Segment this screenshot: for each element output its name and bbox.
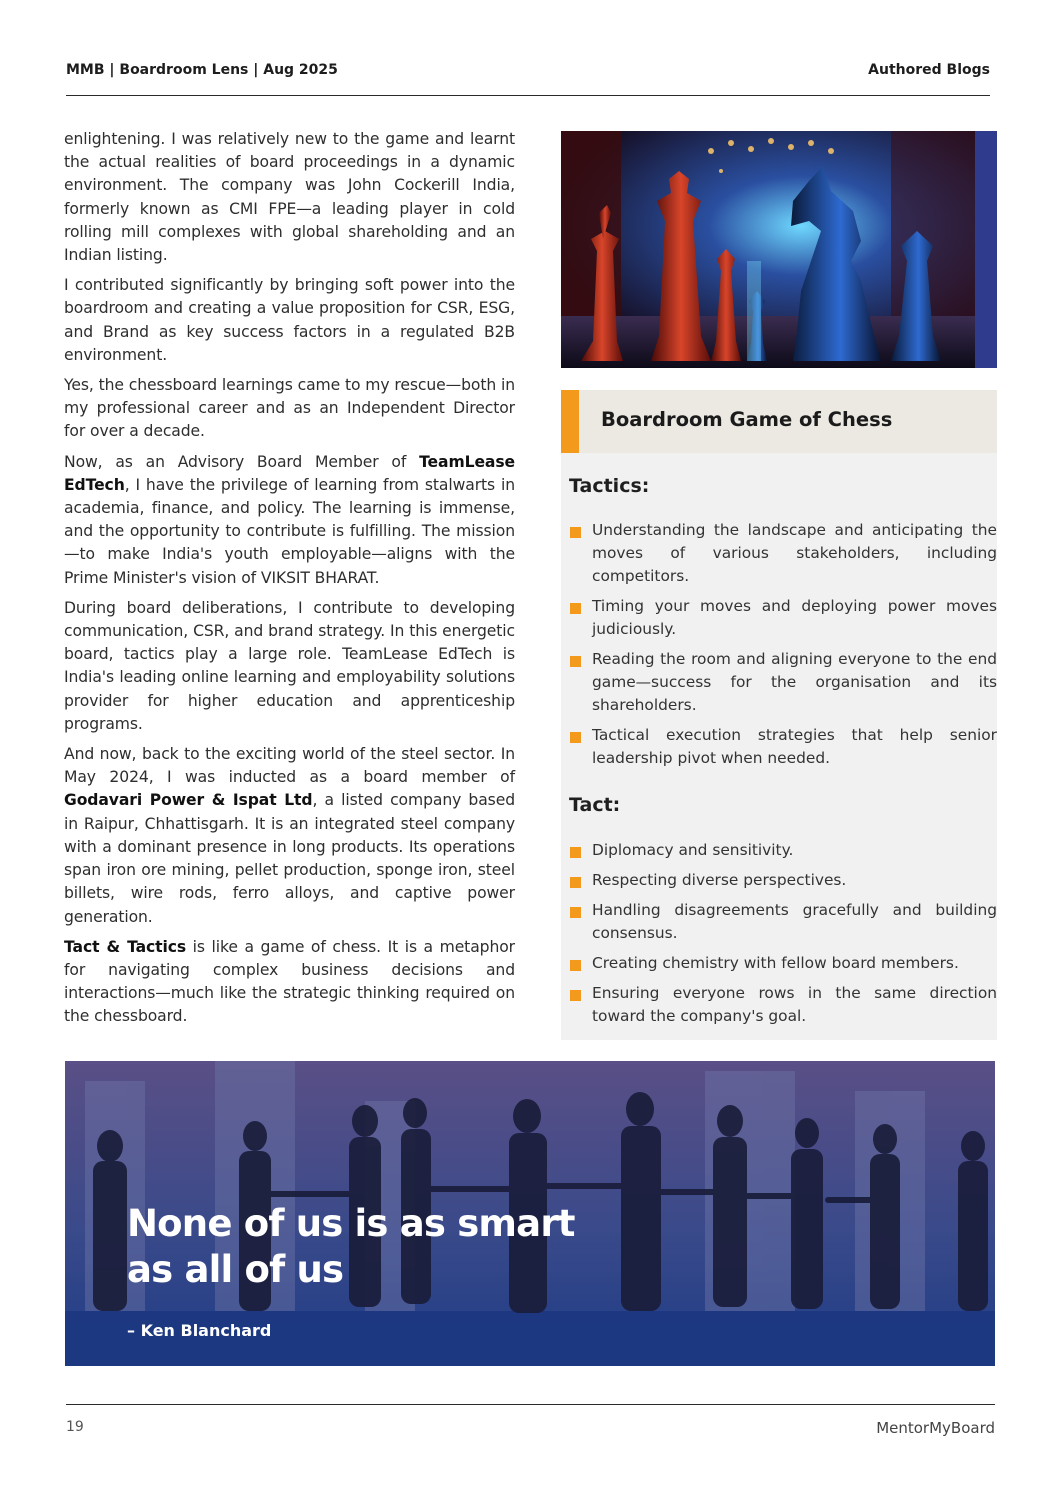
list-item-text: Creating chemistry with fellow board members.	[592, 954, 959, 972]
list-item-text: Understanding the landscape and anticipating the moves of various stakeholders, including competitors.	[592, 521, 997, 585]
list-item-text: Handling disagreements gracefully and building consensus.	[592, 901, 997, 942]
list-item-text: Ensuring everyone rows in the same direction toward the company's goal.	[592, 984, 997, 1025]
list-item-text: Diplomacy and sensitivity.	[592, 841, 794, 859]
quote-text	[127, 1201, 575, 1293]
text-run: , a listed company based in Raipur, Chhattisgarh. It is an integrated steel company with a dominant presence in long products. Its operations span iron ore mining, pellet production, sponge iron, steel billets, wire rods, ferro alloys, and captive power generation.	[64, 791, 515, 926]
paragraph: enlightening. I was relatively new to the game and learnt the actual realities of board proceedings in a dynamic environment. The company was John Cockerill India, formerly known as CMI FPE—a leading player in cold rolling mill complexes with global shareholding and an Indian listing.	[64, 130, 515, 265]
quote-author: – Ken Blanchard	[127, 1321, 272, 1340]
tact-heading: Tact:	[569, 794, 621, 816]
tactics-heading: Tactics:	[569, 475, 650, 497]
quote-line: None of us is as smart	[127, 1202, 575, 1245]
chess-illustration	[561, 131, 997, 368]
page-footer	[66, 1404, 995, 1437]
paragraph	[64, 451, 515, 590]
bold-phrase: Tact & Tactics	[64, 937, 187, 956]
quote-line: as all of us	[127, 1248, 344, 1291]
text-run: , I have the privilege of learning from stalwarts in academia, finance, and policy. The learning is immense, and the opportunity to contribute is fulfilling. The mission—to make India's youth employable—aligns with the Prime Minister's vision of VIKSIT BHARAT.	[64, 475, 515, 587]
text-run: is like a game of chess. It is a metaphor for navigating complex business decisions and interactions—much like the strategic thinking required on the chessboard.	[64, 937, 515, 1026]
paragraph: Yes, the chessboard learnings came to my rescue—both in my professional career and as an Independent Director for over a decade.	[64, 376, 516, 441]
page-header	[66, 60, 990, 96]
page-number: 19	[66, 1419, 84, 1435]
list-item	[569, 982, 997, 1028]
footer-brand: MentorMyBoard	[876, 1419, 995, 1437]
bold-company-name: Godavari Power & Ispat Ltd	[64, 791, 313, 810]
square-bullet-icon	[570, 847, 581, 858]
square-bullet-icon	[570, 960, 581, 971]
list-item-text: Tactical execution strategies that help senior leadership pivot when needed.	[592, 726, 997, 767]
panel-header	[561, 390, 997, 453]
chess-sidebar-panel	[561, 390, 997, 1040]
text-run: Now, as an Advisory Board Member of	[64, 452, 420, 471]
list-item-text: Reading the room and aligning everyone to the end game—success for the organisation and its shareholders.	[592, 650, 997, 714]
panel-accent-bar	[561, 390, 579, 453]
bold-company-name: TeamLease EdTech	[64, 452, 515, 494]
header-section: Authored Blogs	[868, 62, 990, 78]
text-run: And now, back to the exciting world of the steel sector. In May 2024, I was inducted as a board member of	[64, 745, 515, 787]
list-item	[569, 724, 997, 770]
chess-pieces-image	[561, 131, 997, 368]
square-bullet-icon	[570, 990, 581, 1001]
list-item	[569, 869, 997, 892]
list-item	[569, 519, 997, 588]
square-bullet-icon	[570, 877, 581, 888]
square-bullet-icon	[570, 732, 581, 743]
list-item-text: Respecting diverse perspectives.	[592, 871, 847, 889]
paragraph	[64, 936, 515, 1029]
panel-title: Boardroom Game of Chess	[601, 408, 893, 431]
list-item	[569, 595, 997, 641]
header-issue: MMB | Boardroom Lens | Aug 2025	[66, 62, 338, 78]
paragraph: During board deliberations, I contribute to developing communication, CSR, and brand strategy. In this energetic board, tactics play a large role. TeamLease EdTech is India's leading online learning and employability solutions provider for higher education and apprenticeship programs.	[64, 598, 515, 733]
list-item	[569, 839, 997, 862]
tact-list	[569, 839, 997, 1035]
tactics-list	[569, 519, 997, 777]
square-bullet-icon	[570, 527, 581, 538]
square-bullet-icon	[570, 907, 581, 918]
square-bullet-icon	[570, 603, 581, 614]
list-item-text: Timing your moves and deploying power moves judiciously.	[592, 597, 997, 638]
list-item	[569, 952, 997, 975]
paragraph	[64, 743, 515, 929]
image-accent-stripe	[975, 131, 997, 368]
quote-banner	[65, 1061, 995, 1366]
paragraph: I contributed significantly by bringing soft power into the boardroom and creating a value proposition for CSR, ESG, and Brand as key success factors in a regulated B2B environment.	[64, 276, 515, 364]
list-item	[569, 648, 997, 717]
article-body	[64, 128, 515, 1036]
square-bullet-icon	[570, 656, 581, 667]
list-item	[569, 899, 997, 945]
